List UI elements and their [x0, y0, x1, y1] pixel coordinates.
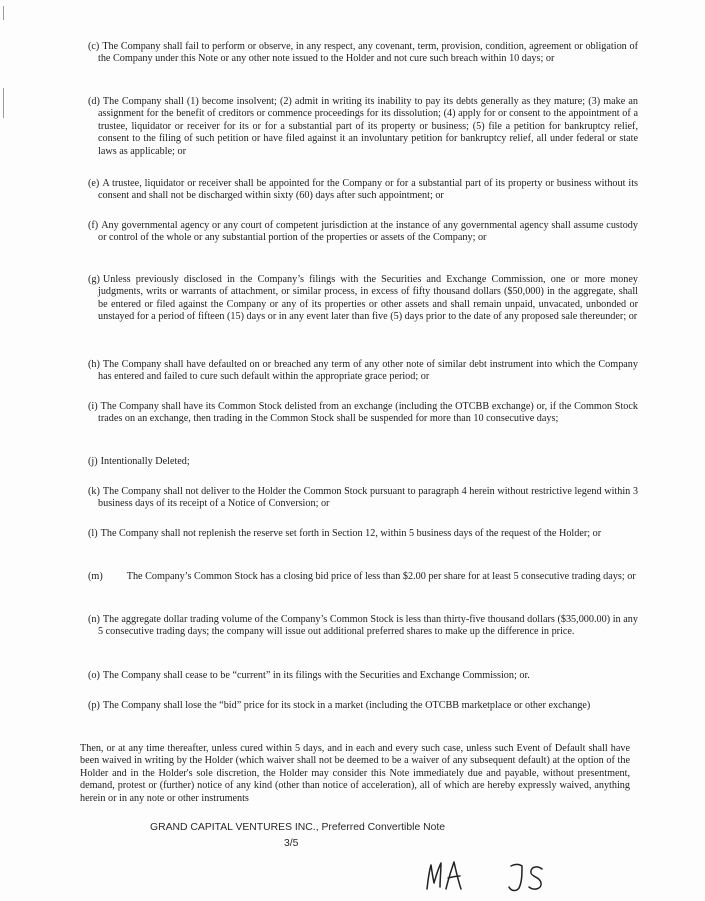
clause-f [88, 220, 638, 245]
signature-initials-js [506, 856, 550, 896]
clause-text: The Company shall lose the “bid” price for its stock in a market (including the OTCBB marketplace or other exchange) [102, 700, 591, 711]
clause-l [88, 528, 638, 540]
clause-label: (k) [88, 486, 100, 497]
clause-text: The Company shall have its Common Stock delisted from an exchange (including the OTCBB exchange) or, if the Common Stock trades on an exchange, then trading in the Common Stock shall be suspended for more than 10 consecutive days; [98, 401, 638, 425]
initials-js [506, 856, 550, 901]
clause-label: (h) [88, 359, 100, 370]
clause-label: (g) [88, 274, 100, 285]
clause-o [88, 670, 638, 682]
document-footer: GRAND CAPITAL VENTURES INC., Preferred Convertible Note [150, 822, 446, 833]
clause-text: The Company shall not deliver to the Holder the Common Stock pursuant to paragraph 4 herein without restrictive legend within 3 business days of its receipt of a Notice of Conversion; or [98, 486, 638, 510]
page-number: 3/5 [284, 838, 299, 849]
clause-text: The aggregate dollar trading volume of the Company’s Common Stock is less than thirty-five thousand dollars ($35,000.00) in any 5 consecutive trading days; the company will issue out additional preferred shares to make up the difference in price. [98, 614, 638, 638]
clause-label: (m) [88, 571, 103, 582]
clause-h [88, 359, 638, 384]
clause-k [88, 486, 638, 511]
clause-e [88, 178, 638, 203]
clause-label: (p) [88, 700, 100, 711]
clause-label: (f) [88, 220, 99, 231]
clause-n [88, 614, 638, 639]
clause-text: The Company shall fail to perform or observe, in any respect, any covenant, term, provision, condition, agreement or obligation of the Company under this Note or any other note issued to the Holder and not cure such breach within 10 days; or [98, 41, 638, 65]
clause-g [88, 274, 638, 324]
clause-c [88, 41, 638, 66]
clause-text: A trustee, liquidator or receiver shall be appointed for the Company or for a substantial part of its property or business without its consent and shall not be discharged within sixty (60) days after such appointment; or [98, 178, 638, 202]
clause-i [88, 401, 638, 426]
clause-text: The Company shall have defaulted on or breached any term of any other note of similar debt instrument into which the Company has entered and failed to cure such default within the appropriate grace period; or [98, 359, 638, 383]
clause-p [88, 700, 638, 712]
clause-text: Unless previously disclosed in the Company’s filings with the Securities and Exchange Commission, one or more money judgments, writs or warrants of attachment, or similar process, in excess of fifty thousand dollars ($50,000) in the aggregate, shall be entered or filed against the Company or any of its properties or other assets and shall remain unpaid, unvacated, unbonded or unstayed for a period of fifteen (15) days or in any event later than five (5) days prior to the date of any proposed sale thereunder; or [98, 274, 638, 323]
clause-text: The Company shall (1) become insolvent; (2) admit in writing its inability to pay its debts generally as they mature; (3) make an assignment for the benefit of creditors or commence proceedings for its dissolution; (4) apply for or consent to the appointment of a trustee, liquidator or receiver for its or for a substantial part of its property or business; (5) file a petition for bankruptcy relief, consent to the filing of such petition or have filed against it an involuntary petition for bankruptcy relief, all under federal or state laws as applicable; or [98, 96, 638, 157]
clause-d [88, 96, 638, 158]
closing-paragraph: Then, or at any time thereafter, unless cured within 5 days, and in each and every such case, unless such Event of Default shall have been waived in writing by the Holder (which waiver shall not be deemed to be a waiver of any subsequent default) at the option of the Holder and in the Holder's sole discretion, the Holder may consider this Note immediately due and payable, without presentment, demand, protest or (further) notice of any kind (other than notice of acceleration), all of which are hereby expressly waived, anything herein or in any note or other instruments [80, 743, 630, 804]
clause-label: (l) [88, 528, 98, 539]
clause-m [88, 571, 638, 583]
clause-text: Any governmental agency or any court of competent jurisdiction at the instance of any governmental agency shall assume custody or control of the whole or any substantial portion of the properties or assets of the Company; or [98, 220, 638, 244]
signature-initials-ma [424, 856, 468, 896]
clause-label: (e) [88, 178, 100, 189]
clause-label: (j) [88, 456, 98, 467]
clause-label: (o) [88, 670, 100, 681]
clause-label: (d) [88, 96, 100, 107]
clause-text: The Company shall not replenish the reserve set forth in Section 12, within 5 business days of the request of the Holder; or [100, 528, 602, 539]
clause-label: (n) [88, 614, 100, 625]
clause-text: Intentionally Deleted; [100, 456, 190, 467]
clause-label: (i) [88, 401, 98, 412]
clause-text: The Company shall cease to be “current” in its filings with the Securities and Exchange Commission; or. [102, 670, 530, 681]
clause-j [88, 456, 638, 468]
clause-text: The Company’s Common Stock has a closing bid price of less than $2.00 per share for at least 5 consecutive trading days; or [126, 571, 636, 582]
clause-label: (c) [88, 41, 100, 52]
initials-ma [424, 856, 468, 901]
